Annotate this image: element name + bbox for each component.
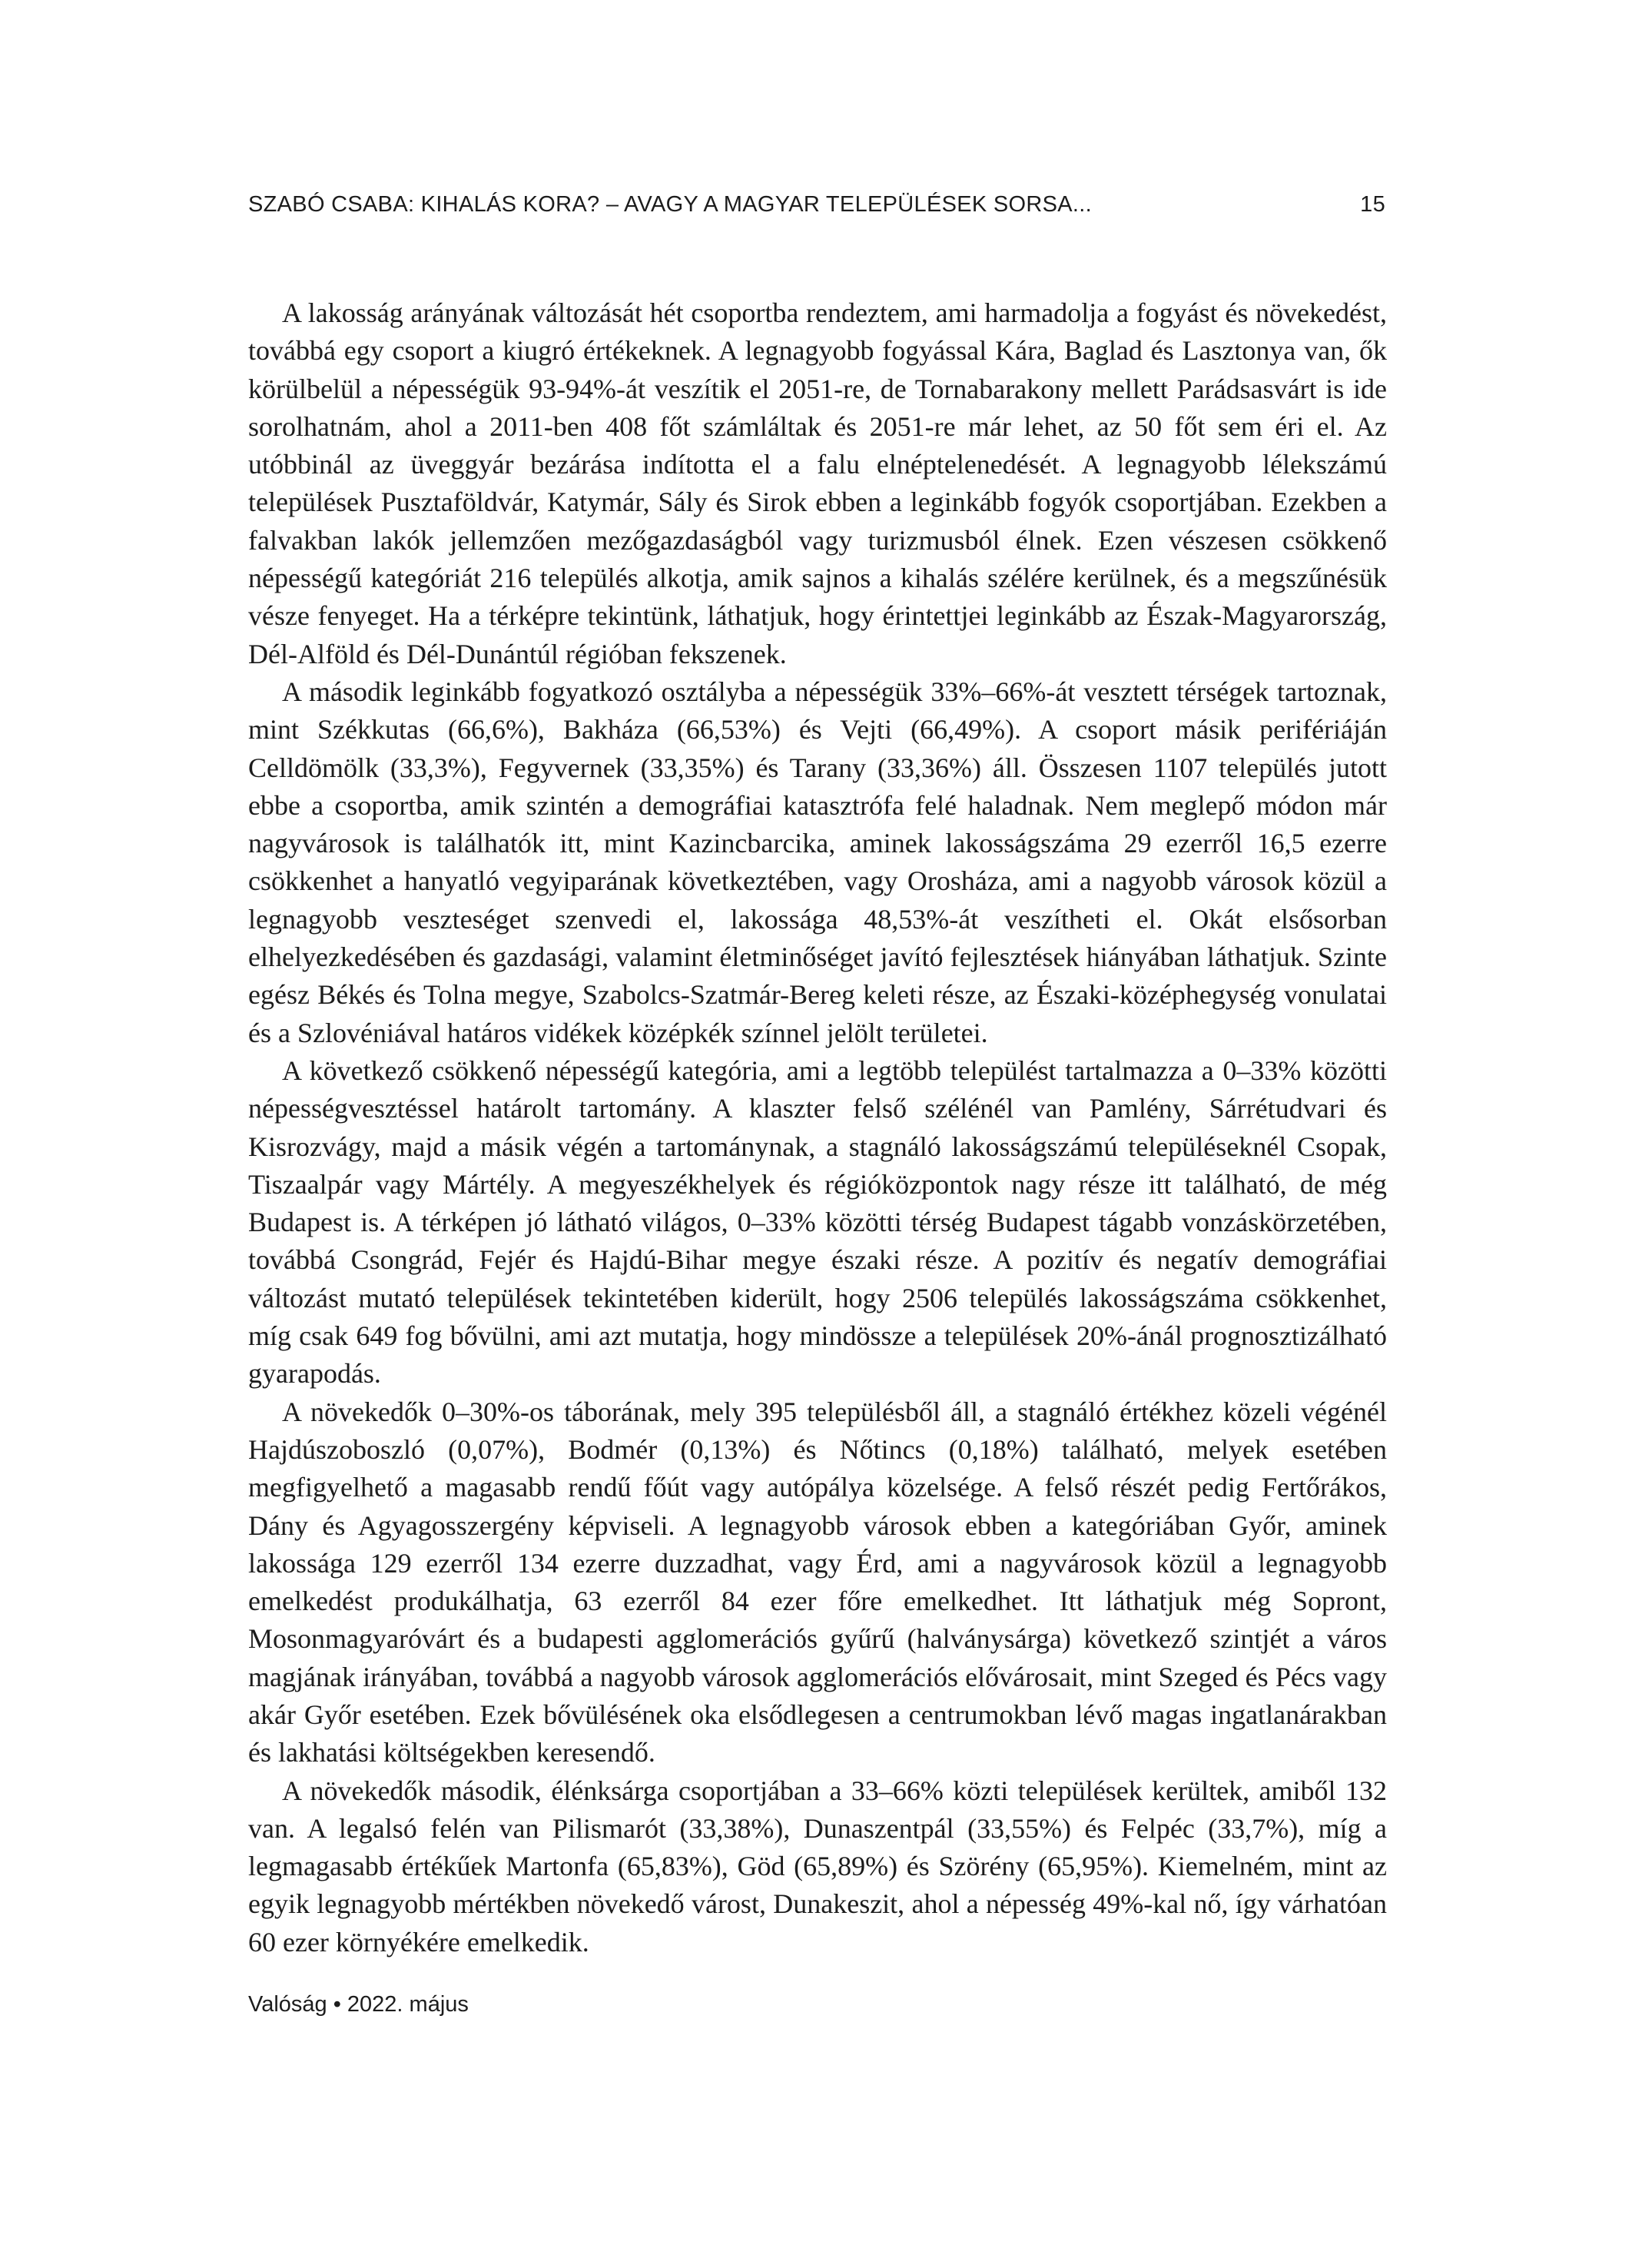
- paragraph-5: A növekedők második, élénksárga csoportjában a 33–66% közti települések kerültek, amiből 132 van. A legalsó felén van Pilismarót (33,38%), Dunaszentpál (33,55%) és Felpéc (33,7%), míg a legmagasabb értékűek Martonfa (65,83%), Göd (65,89%) és Szörény (65,95%). Kiemelném, mint az egyik legnagyobb mértékben növekedő várost, Dunakeszit, ahol a népesség 49%-kal nő, így várhatóan 60 ezer környékére emelkedik.: [248, 1775, 1387, 1958]
- running-title: SZABÓ CSABA: KIHALÁS KORA? – AVAGY A MAGYAR TELEPÜLÉSEK SORSA...: [248, 192, 1092, 217]
- article-body: [248, 294, 1387, 1961]
- page-footer: [248, 1989, 469, 2020]
- journal-issue: Valóság • 2022. május: [248, 1992, 469, 2017]
- running-header: [248, 189, 1385, 220]
- paragraph-3: A következő csökkenő népességű kategória, ami a legtöbb települést tartalmazza a 0–33% közötti népességvesztéssel határolt tartomány. A klaszter felső szélénél van Pamlény, Sárrétudvari és Kisrozvágy, majd a másik végén a tartománynak, a stagnáló lakosságszámú településeknél Csopak, Tiszaalpár vagy Mártély. A megyeszékhelyek és régióközpontok nagy része itt található, de még Budapest is. A térképen jó látható világos, 0–33% közötti térség Budapest tágabb vonzáskörzetében, továbbá Csongrád, Fejér és Hajdú-Bihar megye északi része. A pozitív és negatív demográfiai változást mutató települések tekintetében kiderült, hogy 2506 település lakosságszáma csökkenhet, míg csak 649 fog bővülni, ami azt mutatja, hogy mindössze a települések 20%-ánál prognosztizálható gyarapodás.: [248, 1054, 1387, 1390]
- page-number: 15: [1360, 192, 1385, 217]
- paragraph-4: A növekedők 0–30%-os táborának, mely 395 településből áll, a stagnáló értékhez közeli végénél Hajdúszoboszló (0,07%), Bodmér (0,13%) és Nőtincs (0,18%) található, melyek esetében megfigyelhető a magasabb rendű főút vagy autópálya közelsége. A felső részét pedig Fertőrákos, Dány és Agyagosszergény képviseli. A legnagyobb városok ebben a kategóriában Győr, aminek lakossága 129 ezerről 134 ezerre duzzadhat, vagy Érd, ami a nagyvárosok közül a legnagyobb emelkedést produkálhatja, 63 ezerről 84 ezer főre emelkedhet. Itt láthatjuk még Sopront, Mosonmagyaróvárt és a budapesti agglomerációs gyűrű (halványsárga) következő szintjét a város magjának irányában, továbbá a nagyobb városok agglomerációs elővárosait, mint Szeged és Pécs vagy akár Győr esetében. Ezek bővülésének oka elsődlegesen a centrumokban lévő magas ingatlanárakban és lakhatási költségekben keresendő.: [248, 1396, 1387, 1768]
- paragraph-2: A második leginkább fogyatkozó osztályba a népességük 33%–66%-át vesztett térségek tartoznak, mint Székkutas (66,6%), Bakháza (66,53%) és Vejti (66,49%). A csoport másik perifériáján Celldömölk (33,3%), Fegyvernek (33,35%) és Tarany (33,36%) áll. Összesen 1107 település jutott ebbe a csoportba, amik szintén a demográfiai katasztrófa felé haladnak. Nem meglepő módon már nagyvárosok is találhatók itt, mint Kazincbarcika, aminek lakosságszáma 29 ezerről 16,5 ezerre csökkenhet a hanyatló vegyiparának következtében, vagy Orosháza, ami a nagyobb városok közül a legnagyobb veszteséget szenvedi el, lakossága 48,53%-át veszítheti el. Okát elsősorban elhelyezkedésében és gazdasági, valamint életminőséget javító fejlesztések hiányában láthatjuk. Szinte egész Békés és Tolna megye, Szabolcs-Szatmár-Bereg keleti része, az Északi-középhegység vonulatai és a Szlovéniával határos vidékek középkék színnel jelölt területei.: [248, 676, 1387, 1048]
- paragraph-1: A lakosság arányának változását hét csoportba rendeztem, ami harmadolja a fogyást és növekedést, továbbá egy csoport a kiugró értékeknek. A legnagyobb fogyással Kára, Baglad és Lasztonya van, ők körülbelül a népességük 93-94%-át veszítik el 2051-re, de Tornabarakony mellett Parádsasvárt is ide sorolhatnám, ahol a 2011-ben 408 főt számláltak és 2051-re már lehet, az 50 főt sem éri el. Az utóbbinál az üveggyár bezárása indította el a falu elnéptelenedését. A legnagyobb lélekszámú települések Pusztaföldvár, Katymár, Sály és Sirok ebben a leginkább fogyók csoportjában. Ezekben a falvakban lakók jellemzően mezőgazdaságból vagy turizmusból élnek. Ezen vészesen csökkenő népességű kategóriát 216 település alkotja, amik sajnos a kihalás szélére kerülnek, és a megszűnésük vésze fenyeget. Ha a térképre tekintünk, láthatjuk, hogy érintettjei leginkább az Észak-Magyarország, Dél-Alföld és Dél-Dunántúl régióban fekszenek.: [248, 297, 1387, 669]
